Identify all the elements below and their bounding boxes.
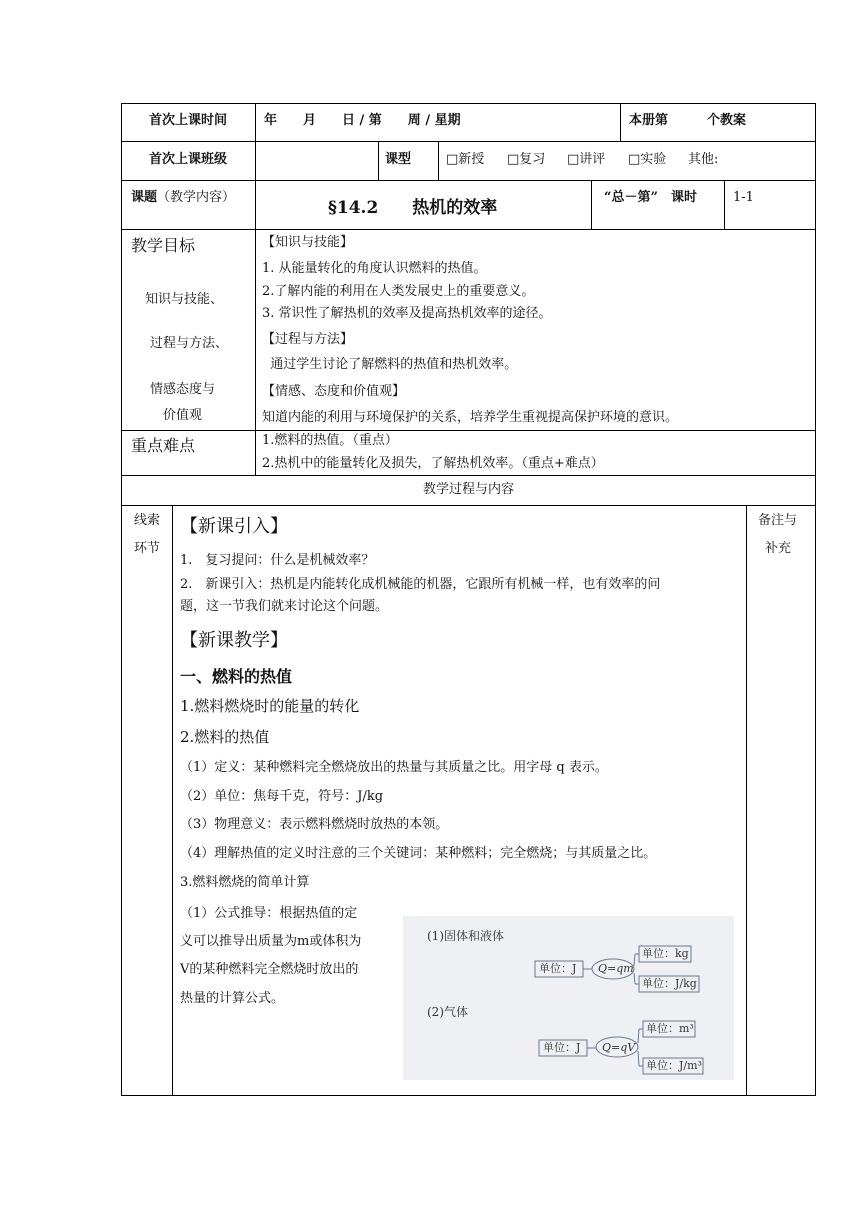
lesson-type-experiment: □实验 bbox=[628, 152, 667, 167]
topic-title: §14.2 热机的效率 bbox=[328, 198, 498, 218]
diagram-unit-box: 单位：kg bbox=[642, 947, 689, 960]
table-border-top bbox=[121, 103, 816, 104]
goals-line: 知道内能的利用与环境保护的关系，培养学生重视提高保护环境的意识。 bbox=[262, 410, 679, 425]
table-rule bbox=[172, 505, 173, 1095]
sub-heading: 2.燃料的热值 bbox=[180, 728, 270, 746]
key-points-label: 重点难点 bbox=[131, 436, 196, 455]
table-rule bbox=[591, 180, 592, 229]
book-number-label: 本册第 个教案 bbox=[629, 113, 747, 128]
goals-line: 1. 从能量转化的角度认识燃料的热值。 bbox=[262, 261, 487, 276]
first-class-label: 首次上课班级 bbox=[148, 152, 227, 167]
table-border-left bbox=[121, 103, 122, 1095]
definition-line: （2）单位：焦每千克，符号：J/kg bbox=[180, 789, 384, 804]
diagram-solid-label: (1)固体和液体 bbox=[427, 929, 504, 943]
diagram-unit-box: 单位：J bbox=[539, 962, 577, 975]
total-lesson-label: “总－第” 课时 bbox=[604, 190, 697, 205]
intro-line: 1. 复习提问：什么是机械效率？ bbox=[180, 553, 375, 568]
goals-line: 【过程与方法】 bbox=[262, 332, 354, 347]
table-rule bbox=[255, 103, 256, 475]
total-lesson-value: 1-1 bbox=[733, 190, 754, 205]
diagram-unit-box: 单位：m³ bbox=[646, 1022, 694, 1035]
goals-line: 2.了解内能的利用在人类发展史上的重要意义。 bbox=[262, 284, 535, 299]
calc-line: 热量的计算公式。 bbox=[180, 991, 285, 1006]
diagram-unit-box: 单位：J/kg bbox=[642, 977, 697, 990]
lesson-type-label: 课型 bbox=[385, 152, 412, 167]
diagram-unit-box: 单位：J bbox=[543, 1041, 581, 1054]
diagram-gas-label: (2)气体 bbox=[427, 1005, 468, 1019]
definition-line: （3）物理意义：表示燃料燃烧时放热的本领。 bbox=[180, 817, 449, 832]
goals-side-item: 过程与方法、 bbox=[150, 336, 229, 351]
goals-line: 3. 常识性了解热机的效率及提高热机效率的途径。 bbox=[262, 306, 552, 321]
table-rule bbox=[724, 180, 725, 229]
sub-heading: 1.燃料燃烧时的能量的转化 bbox=[180, 697, 360, 715]
goals-side-item: 价值观 bbox=[163, 408, 203, 423]
table-rule bbox=[378, 141, 379, 180]
heat-formula-diagram bbox=[403, 916, 734, 1080]
notes-label: 备注与 bbox=[758, 513, 798, 528]
goals-side-item: 知识与技能、 bbox=[145, 292, 224, 307]
table-rule bbox=[121, 430, 816, 431]
lesson-type-comment: □讲评 bbox=[567, 152, 606, 167]
goals-label: 教学目标 bbox=[131, 236, 196, 255]
table-rule bbox=[121, 505, 816, 506]
goals-line: 通过学生讨论了解燃料的热值和热机效率。 bbox=[262, 357, 518, 372]
topic-label-wrap bbox=[131, 190, 235, 206]
goals-line: 【知识与技能】 bbox=[262, 235, 354, 250]
table-rule bbox=[121, 229, 816, 230]
notes-label: 补充 bbox=[765, 541, 792, 556]
topic-sub-label: （教学内容） bbox=[157, 190, 236, 205]
calc-line: 义可以推导出质量为m或体积为 bbox=[180, 934, 362, 949]
key-point-line: 1.燃料的热值。（重点） bbox=[262, 433, 398, 448]
goals-side-item: 情感态度与 bbox=[150, 382, 216, 397]
table-rule bbox=[746, 505, 747, 1095]
sub-heading: 3.燃料燃烧的简单计算 bbox=[180, 875, 310, 890]
clue-label: 线索 bbox=[134, 513, 161, 528]
diagram-formula: Q=qV bbox=[602, 1041, 636, 1054]
first-time-value: 年 月 日 / 第 周 / 星期 bbox=[264, 113, 461, 128]
definition-line: （4）理解热值的定义时注意的三个关键词：某种燃料；完全燃烧；与其质量之比。 bbox=[180, 846, 657, 861]
process-title: 教学过程与内容 bbox=[422, 482, 514, 497]
table-rule bbox=[121, 180, 816, 181]
teach-heading: 【新课教学】 bbox=[180, 630, 288, 651]
section-heading: 一、燃料的热值 bbox=[180, 667, 293, 686]
table-border-right bbox=[815, 103, 816, 1095]
definition-line: （1）定义：某种燃料完全燃烧放出的热量与其质量之比。用字母 q 表示。 bbox=[180, 760, 608, 775]
goals-line: 【情感、态度和价值观】 bbox=[262, 384, 406, 399]
lesson-type-other: 其他: bbox=[688, 152, 719, 167]
intro-line: 2. 新课引入：热机是内能转化成机械能的机器，它跟所有机械一样，也有效率的问 bbox=[180, 577, 661, 592]
calc-line: V的某种燃料完全燃烧时放出的 bbox=[180, 962, 359, 977]
table-rule bbox=[121, 475, 816, 476]
diagram-unit-box: 单位：J/m³ bbox=[646, 1059, 702, 1072]
clue-label: 环节 bbox=[134, 541, 161, 556]
topic-label: 课题 bbox=[131, 190, 158, 205]
calc-line: （1）公式推导：根据热值的定 bbox=[180, 906, 358, 921]
lesson-type-new: □新授 bbox=[446, 152, 485, 167]
table-rule bbox=[121, 141, 816, 142]
key-point-line: 2.热机中的能量转化及损失，了解热机效率。（重点+难点） bbox=[262, 456, 604, 471]
table-border-bottom bbox=[121, 1095, 816, 1096]
table-rule bbox=[438, 141, 439, 180]
intro-line: 题，这一节我们就来讨论这个问题。 bbox=[180, 599, 389, 614]
lesson-type-review: □复习 bbox=[507, 152, 546, 167]
table-rule bbox=[620, 103, 621, 141]
first-time-label: 首次上课时间 bbox=[148, 113, 227, 128]
intro-heading: 【新课引入】 bbox=[180, 516, 288, 537]
diagram-formula: Q=qm bbox=[598, 962, 634, 975]
